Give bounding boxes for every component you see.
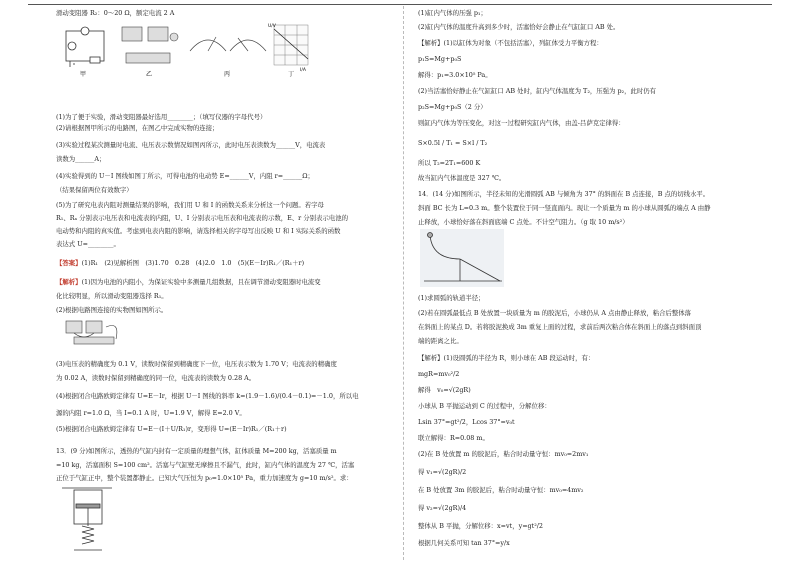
- question-3b: 读数为______A；: [56, 155, 106, 163]
- rheostat-spec: 滑动变阻器 R₂：0～20 Ω，额定电流 2 A: [56, 9, 175, 17]
- q14-solution-1: 【解析】(1)设圆弧的半径为 R，则小球在 AB 段运动时，有：: [418, 354, 595, 362]
- q13-solution-8: 所以 T₂=2T₁=600 K: [418, 159, 481, 167]
- q14-solution-11: 整体从 B 平抛，分解位移：x=vt，y=gt²/2: [418, 522, 543, 530]
- q13-solution-9: 故当缸内气体温度是 327 ℃。: [418, 174, 506, 182]
- meter-dials: [190, 37, 266, 51]
- column-divider: [403, 6, 404, 560]
- cylinder-figure: [58, 486, 118, 558]
- q13-solution-7: S×0.5l / T₁ = S×l / T₂: [418, 139, 488, 147]
- q13-part-1: (1)缸内气体的压强 p₁；: [418, 9, 487, 17]
- question-13b: =10 kg，活塞面积 S=100 cm²。活塞与气缸壁无摩擦且不漏气，此时，缸内气体的温度为 27 ℃，活塞: [56, 461, 355, 469]
- analysis-5: (5)根据闭合电路欧姆定律有 U=E－(I＋U/R₁)r，变形得 U=(E－Ir)R₁／(R₁＋r): [56, 425, 287, 433]
- question-1: (1)为了便于实验，滑动变阻器最好选用________；（填写仪器的字母代号）: [56, 113, 267, 121]
- analysis-1a-text: (1)因为电池的内阻小，为保证实验中多测量几组数据，且在调节滑动变阻器时电流变: [81, 278, 321, 286]
- question-5d: 表达式 U=________。: [56, 240, 120, 248]
- q13-solution-2: p₁S=Mg+p₀S: [418, 55, 462, 63]
- wiring-photo: [64, 317, 128, 347]
- q13-solution-4: (2)当活塞恰好静止在气缸缸口 AB 处时，缸内气体温度为 T₂，压强为 p₂，此时仍有: [418, 87, 657, 95]
- analysis-1b: 化比较明显，所以滑动变阻器选择 R₁。: [56, 292, 168, 300]
- question-3a: (3)实验过程某次测量时电流、电压表示数情况如图丙所示，此时电压表读数为______V，电流表: [56, 141, 326, 149]
- question-5b: R₁、Rₐ 分别表示电压表和电流表的内阻，U、I 分别表示电压表和电流表的示数，E、r 分别表示电池的: [56, 214, 348, 222]
- q13-solution-6: 则缸内气体为等压变化，对这一过程研究缸内气体，由盖-吕萨克定律得：: [418, 119, 625, 127]
- analysis-4a: (4)根据闭合电路欧姆定律有 U=E－Ir，根据 U－I 图线的斜率 k=(1.9－1.6)/(0.4－0.1)=－1.0，所以电: [56, 392, 359, 400]
- q13-solution-1: 【解析】(1)以缸体为对象（不包括活塞），列缸体受力平衡方程：: [418, 39, 603, 47]
- graph-x-label: I/A: [300, 68, 306, 73]
- analysis-4b: 源的内阻 r=1.0 Ω，当 I=0.1 A 时，U=1.9 V，解得 E=2.0 V。: [56, 409, 246, 417]
- question-4a: (4)实验得到的 U－I 图线如图丁所示，可得电池的电动势 E=______V，内阻 r=______Ω；: [56, 172, 314, 180]
- analysis-2: (2)根据电路图连接的实物图如图所示。: [56, 306, 168, 314]
- q14-part-2a: (2)若在圆弧最低点 B 处放置一块质量为 m 的胶泥后，小球仍从 A 点由静止释放，粘合后整体落: [418, 309, 692, 317]
- question-2: (2)请根据图甲所示的电路图，在图乙中完成实物的连接；: [56, 124, 219, 132]
- instrument-photo: [122, 27, 178, 63]
- analysis-tag: 【解析】: [56, 278, 82, 286]
- question-14a: 14．(14 分)如图所示，半径未知的光滑圆弧 AB 与倾角为 37° 的斜面在 B 点连接，B 点的切线水平。: [418, 190, 710, 198]
- q14-solution-9: 在 B 处放置 3m 的胶泥后，粘合时动量守恒：mv₀=4mv₂: [418, 486, 584, 494]
- q14-solution-10: 得 v₂=√(2gR)/4: [418, 504, 467, 512]
- q14-part-2b: 在斜面上的某点 D。若将胶泥换成 3m 重复上面的过程，求前后两次粘合体在斜面上的落点到斜面顶: [418, 323, 702, 331]
- answer-text: (1)R₁ (2)见解析图 (3)1.70 0.28 (4)2.0 1.0 (5)(E－Ir)R₁／(R₁＋r): [81, 259, 305, 267]
- q14-solution-4: 小球从 B 平抛运动到 C 的过程中，分解位移：: [418, 402, 551, 410]
- analysis-3b: 为 0.02 A，读数时保留到精确度的同一位，电流表的读数为 0.28 A。: [56, 374, 256, 382]
- q13-part-2: (2)缸内气体的温度升高到多少时，活塞恰好会静止在气缸缸口 AB 处。: [418, 23, 620, 31]
- q14-solution-6: 联立解得：R=0.08 m。: [418, 434, 489, 442]
- q14-solution-3: 解得 v₀=√(2gR): [418, 386, 471, 394]
- q14-solution-5: Lsin 37°=gt²/2，Lcos 37°=v₀t: [418, 418, 515, 426]
- analysis-3a: (3)电压表的精确度为 0.1 V，读数时保留到精确度下一位，电压表示数为 1.70 V；电流表的精确度: [56, 360, 337, 368]
- question-14c: 止释放，小球恰好落在斜面底端 C 点处。不计空气阻力。（g 取 10 m/s²）: [418, 218, 629, 226]
- q14-solution-12: 根据几何关系可知 tan 37°=y/x: [418, 539, 510, 547]
- graph-y-label: U/V: [268, 24, 276, 29]
- question-14b: 斜面 BC 长为 L=0.3 m。整个装置位于同一竖直面内。现让一个质量为 m 的小球从圆弧的端点 A 由静: [418, 204, 711, 212]
- q14-solution-2: mgR=mv₀²/2: [418, 370, 460, 378]
- top-rule: [28, 4, 772, 5]
- fig-label-3: 丙: [224, 71, 231, 78]
- fig-label-2: 乙: [146, 71, 153, 78]
- q14-part-2c: 端的距离之比。: [418, 337, 463, 345]
- question-4b: （结果保留两位有效数字）: [56, 186, 133, 194]
- fig-label-1: 甲: [80, 71, 87, 78]
- right-column: [418, 8, 758, 560]
- q13-solution-5: p₂S=Mg+p₀S（2 分）: [418, 103, 487, 111]
- circuit-diagram: [66, 27, 104, 67]
- question-13c: 正位于气缸正中，整个装置都静止。已知大气压恒为 p₀=1.0×10⁵ Pa，重力加速度为 g=10 m/s²。求：: [56, 474, 353, 482]
- answer-tag: 【答案】: [56, 259, 82, 267]
- circuit-figures: [62, 21, 312, 81]
- fig-label-4: 丁: [288, 71, 295, 78]
- analysis-1a: [56, 277, 396, 288]
- q14-part-1: (1)求圆弧的轨道半径；: [418, 294, 485, 302]
- q14-solution-7: (2)在 B 处放置 m 的胶泥后，粘合时动量守恒：mv₀=2mv₁: [418, 450, 589, 458]
- answer-line: [56, 258, 396, 269]
- question-5a: (5)为了研究电表内阻对测量结果的影响，我们用 U 和 I 的函数关系来分析这一个问题。若字母: [56, 201, 324, 209]
- question-5c: 电动势和内阻的真实值。考虑到电表内阻的影响，请选择相关的字母写出反映 U 和 I 实际关系的函数: [56, 227, 341, 235]
- left-column: [56, 8, 396, 560]
- ui-graph: [274, 25, 308, 65]
- question-13a: 13．(9 分)如图所示，透热的气缸内封有一定质量的理想气体，缸体质量 M=200 kg，活塞质量 m: [56, 447, 337, 455]
- incline-figure: [420, 229, 504, 287]
- q14-solution-8: 得 v₁=√(2gR)/2: [418, 468, 467, 476]
- q13-solution-3: 解得：p₁=3.0×10⁵ Pa。: [418, 71, 492, 79]
